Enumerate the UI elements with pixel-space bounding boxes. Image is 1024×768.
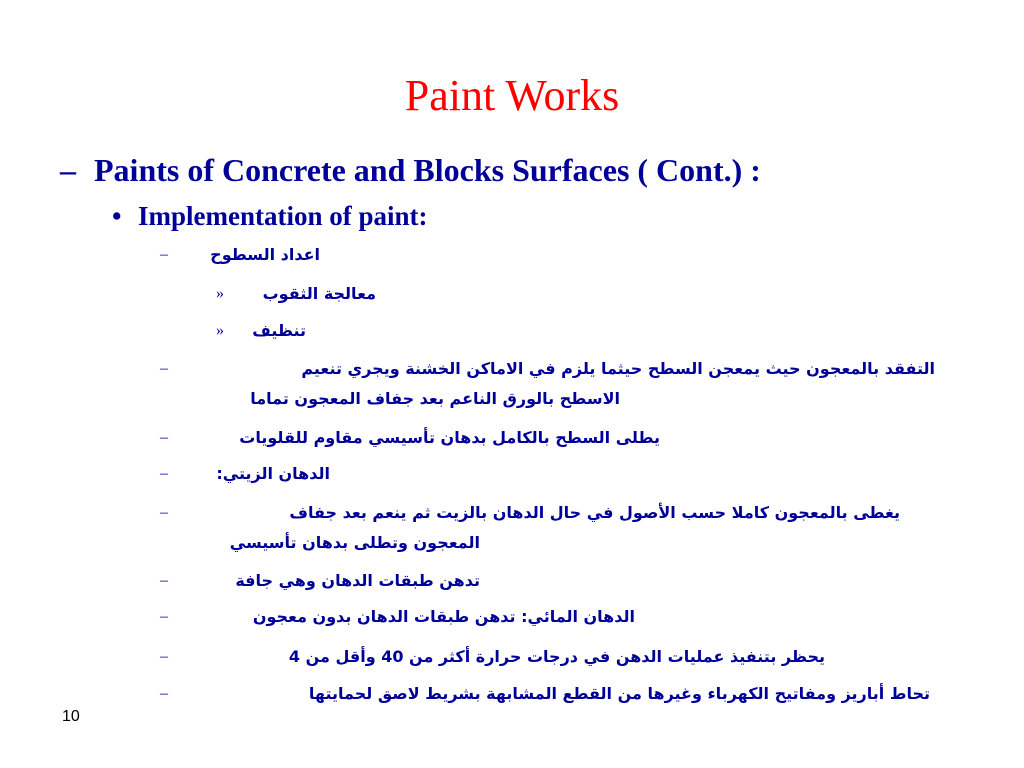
- list-item-text: تحاط أباريز ومفاتيح الكهرباء وغيرها من القطع المشابهة بشريط لاصق لحمايتها: [308, 684, 930, 703]
- list-item: [160, 240, 320, 270]
- bullet-line: [112, 198, 428, 234]
- bullet-marker: •: [112, 201, 122, 231]
- list-item-text: التفقد بالمعجون حيث يمعجن السطح حيثما يلزم في الاماكن الخشنة ويجري تنعيم: [301, 359, 935, 378]
- list-item-text: تنظيف: [252, 321, 306, 340]
- dash-marker: –: [160, 685, 168, 702]
- list-item: [160, 459, 330, 489]
- list-item-text: تدهن طبقات الدهان وهي جافة: [235, 571, 480, 590]
- list-item-text: يغطى بالمعجون كاملا حسب الأصول في حال الدهان بالزيت ثم ينعم بعد جفاف: [289, 503, 900, 522]
- chevron-marker: »: [216, 285, 224, 302]
- dash-marker: –: [160, 572, 168, 589]
- list-item-text-continued: الاسطح بالورق الناعم بعد جفاف المعجون تماما: [250, 389, 620, 408]
- list-item-text: يحظر بتنفيذ عمليات الدهن في درجات حرارة أكثر من 40 وأقل من 4: [288, 647, 825, 666]
- dash-marker: –: [160, 648, 168, 665]
- slide-number: 10: [62, 708, 80, 725]
- list-item: [160, 566, 480, 596]
- dash-marker: –: [160, 360, 168, 377]
- list-item: [160, 602, 635, 632]
- subtitle-line: [60, 150, 761, 190]
- list-item: [216, 316, 306, 346]
- list-item-text: الدهان الزيتي:: [216, 464, 330, 483]
- dash-marker: –: [160, 465, 168, 482]
- list-item: [216, 279, 376, 309]
- dash-marker: –: [160, 608, 168, 625]
- dash-marker: –: [60, 152, 76, 188]
- slide-title: Paint Works: [404, 71, 620, 120]
- list-item-text-continued: المعجون وتطلى بدهان تأسيسي: [229, 533, 480, 552]
- dash-marker: –: [160, 429, 168, 446]
- list-item-text: الدهان المائي: تدهن طبقات الدهان بدون معجون: [252, 607, 635, 626]
- list-item-text: يطلى السطح بالكامل بدهان تأسيسي مقاوم للقلويات: [239, 428, 660, 447]
- list-item: [160, 423, 660, 453]
- subtitle-text: Paints of Concrete and Blocks Surfaces ( Cont.) :: [94, 152, 761, 188]
- dash-marker: –: [160, 246, 168, 263]
- list-item: [160, 642, 825, 672]
- list-item-text: معالجة الثقوب: [262, 284, 376, 303]
- list-item: [160, 679, 930, 709]
- list-item: [160, 498, 900, 558]
- dash-marker: –: [160, 504, 168, 521]
- bullet-text: Implementation of paint:: [138, 201, 428, 231]
- list-item: [160, 354, 935, 414]
- list-item-text: اعداد السطوح: [210, 245, 320, 264]
- chevron-marker: »: [216, 322, 224, 339]
